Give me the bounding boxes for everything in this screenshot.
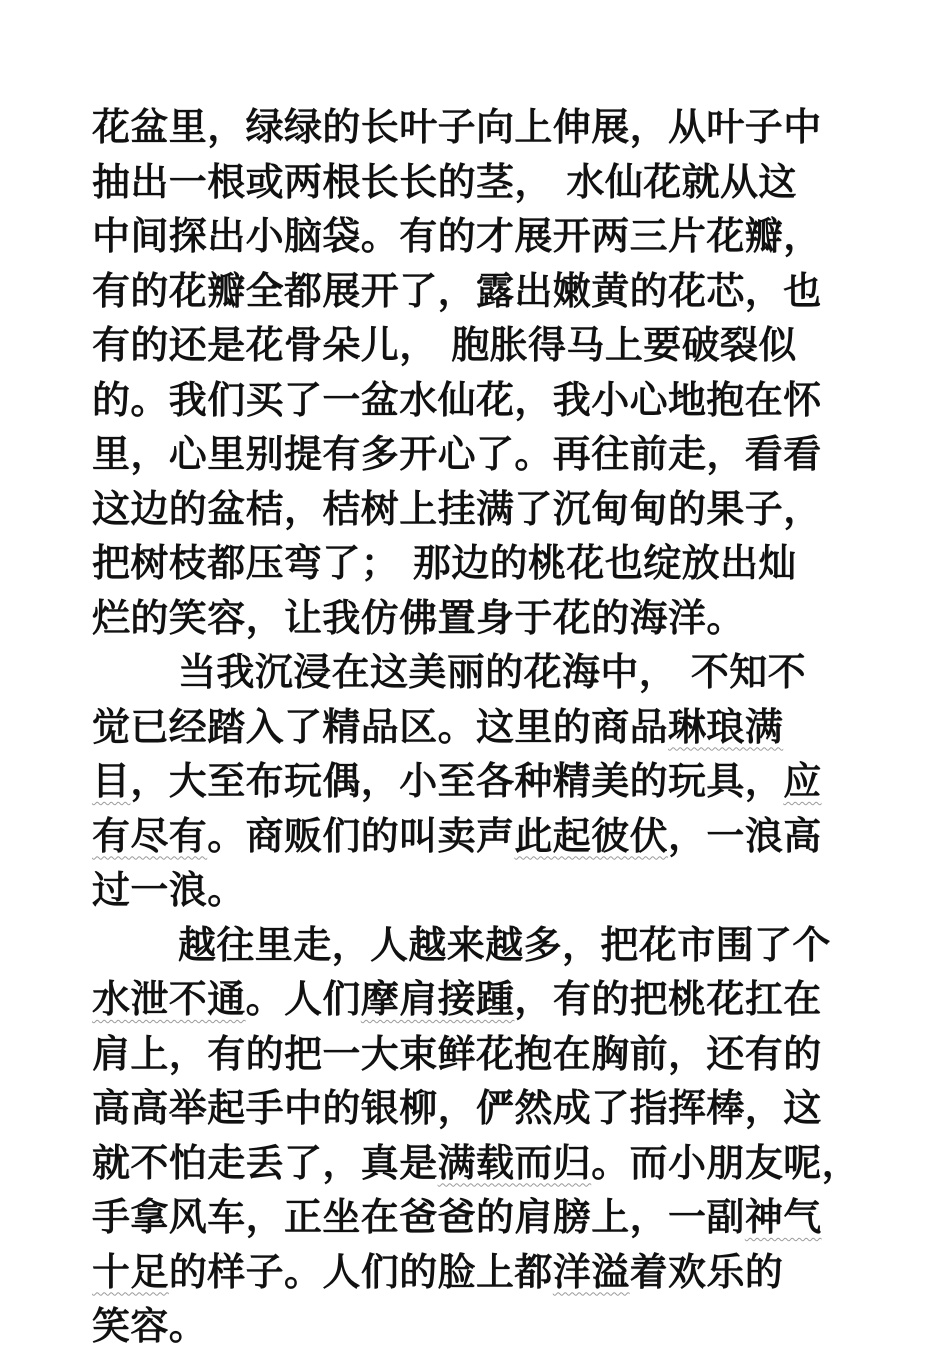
spellcheck-marked-text: 洋溢 xyxy=(552,1248,630,1294)
text-segment: 花盆里，绿绿的长叶子向上伸展，从叶子中 xyxy=(92,104,822,149)
text-line xyxy=(92,373,862,428)
text-line xyxy=(92,536,862,591)
spellcheck-marked-text: 摩肩接踵 xyxy=(360,976,515,1021)
text-line xyxy=(92,809,862,864)
text-segment: 当我沉浸在这美丽的花海中， 不知不 xyxy=(178,649,807,694)
text-line xyxy=(92,591,862,646)
text-segment: 笑容。 xyxy=(92,1303,208,1348)
spellcheck-marked-text: 应 xyxy=(783,758,822,803)
text-segment: 把树枝都压弯了； 那边的桃花也绽放出灿 xyxy=(92,540,797,585)
text-line xyxy=(92,1027,862,1082)
text-segment: 的。我们买了一盆水仙花，我小心地抱在怀 xyxy=(92,376,822,422)
text-line xyxy=(92,318,862,373)
text-segment: 过一浪。 xyxy=(92,867,246,912)
text-line xyxy=(92,754,862,809)
text-segment: 这边的盆桔，桔树上挂满了沉甸甸的果子， xyxy=(92,485,822,531)
text-segment: 就不怕走丢了，真是 xyxy=(92,1139,438,1185)
text-line xyxy=(92,700,862,755)
spellcheck-marked-text: 有尽有 xyxy=(92,812,208,858)
text-line xyxy=(92,155,862,210)
text-line xyxy=(92,863,862,918)
text-segment: 。人们 xyxy=(245,976,361,1021)
text-line xyxy=(92,645,862,700)
text-line xyxy=(92,100,862,155)
spellcheck-marked-text: 此起彼伏 xyxy=(514,812,669,858)
spellcheck-marked-text: 神气 xyxy=(744,1194,822,1239)
text-segment: 的样子。人们的脸上都 xyxy=(168,1248,553,1294)
text-segment: ，大至布玩偶，小至各种精美的玩具， xyxy=(130,758,784,803)
text-segment: 有的还是花骨朵儿， 胞胀得马上要破裂似 xyxy=(92,322,797,367)
text-line xyxy=(92,918,862,973)
text-segment: 高高举起手中的银柳，俨然成了指挥棒，这 xyxy=(92,1085,822,1130)
text-segment: 。而小朋友呢， xyxy=(591,1139,861,1185)
text-segment: 里，心里别提有多开心了。再往前走，看看 xyxy=(92,431,822,476)
spellcheck-marked-text: 目 xyxy=(92,758,131,803)
text-segment: 觉已经踏入了精品区。这里的商品 xyxy=(92,703,669,749)
text-segment: 有的花瓣全都展开了，露出嫩黄的花芯，也 xyxy=(92,267,822,313)
text-segment: ，有的把桃花扛在 xyxy=(514,976,822,1021)
spellcheck-marked-text: 满载而归 xyxy=(437,1139,592,1185)
text-line xyxy=(92,1136,862,1191)
spellcheck-marked-text: 水泄不通 xyxy=(92,976,246,1021)
text-line xyxy=(92,1299,862,1354)
text-line xyxy=(92,972,862,1027)
text-line xyxy=(92,264,862,319)
text-segment: 中间探出小脑袋。有的才展开两三片花瓣， xyxy=(92,213,822,258)
text-segment: ，一浪高 xyxy=(668,812,822,858)
text-line xyxy=(92,209,862,264)
text-segment: 手拿风车，正坐在爸爸的肩膀上，一副 xyxy=(92,1194,745,1239)
text-segment: 着欢乐的 xyxy=(629,1248,784,1294)
document-page xyxy=(92,100,862,1354)
text-line xyxy=(92,427,862,482)
text-line xyxy=(92,1081,862,1136)
text-segment: 肩上，有的把一大束鲜花抱在胸前，还有的 xyxy=(92,1030,822,1076)
text-line xyxy=(92,482,862,537)
text-segment: 烂的笑容，让我仿佛置身于花的海洋。 xyxy=(92,594,745,640)
text-line xyxy=(92,1245,862,1300)
text-line xyxy=(92,1190,862,1245)
text-segment: 越往里走，人越来越多，把花市围了个 xyxy=(178,921,831,967)
text-segment: 。商贩们的叫卖声 xyxy=(207,812,515,858)
spellcheck-marked-text: 十足 xyxy=(92,1248,169,1294)
text-segment: 抽出一根或两根长长的茎， 水仙花就从这 xyxy=(92,158,797,204)
spellcheck-marked-text: 琳琅满 xyxy=(668,703,784,749)
